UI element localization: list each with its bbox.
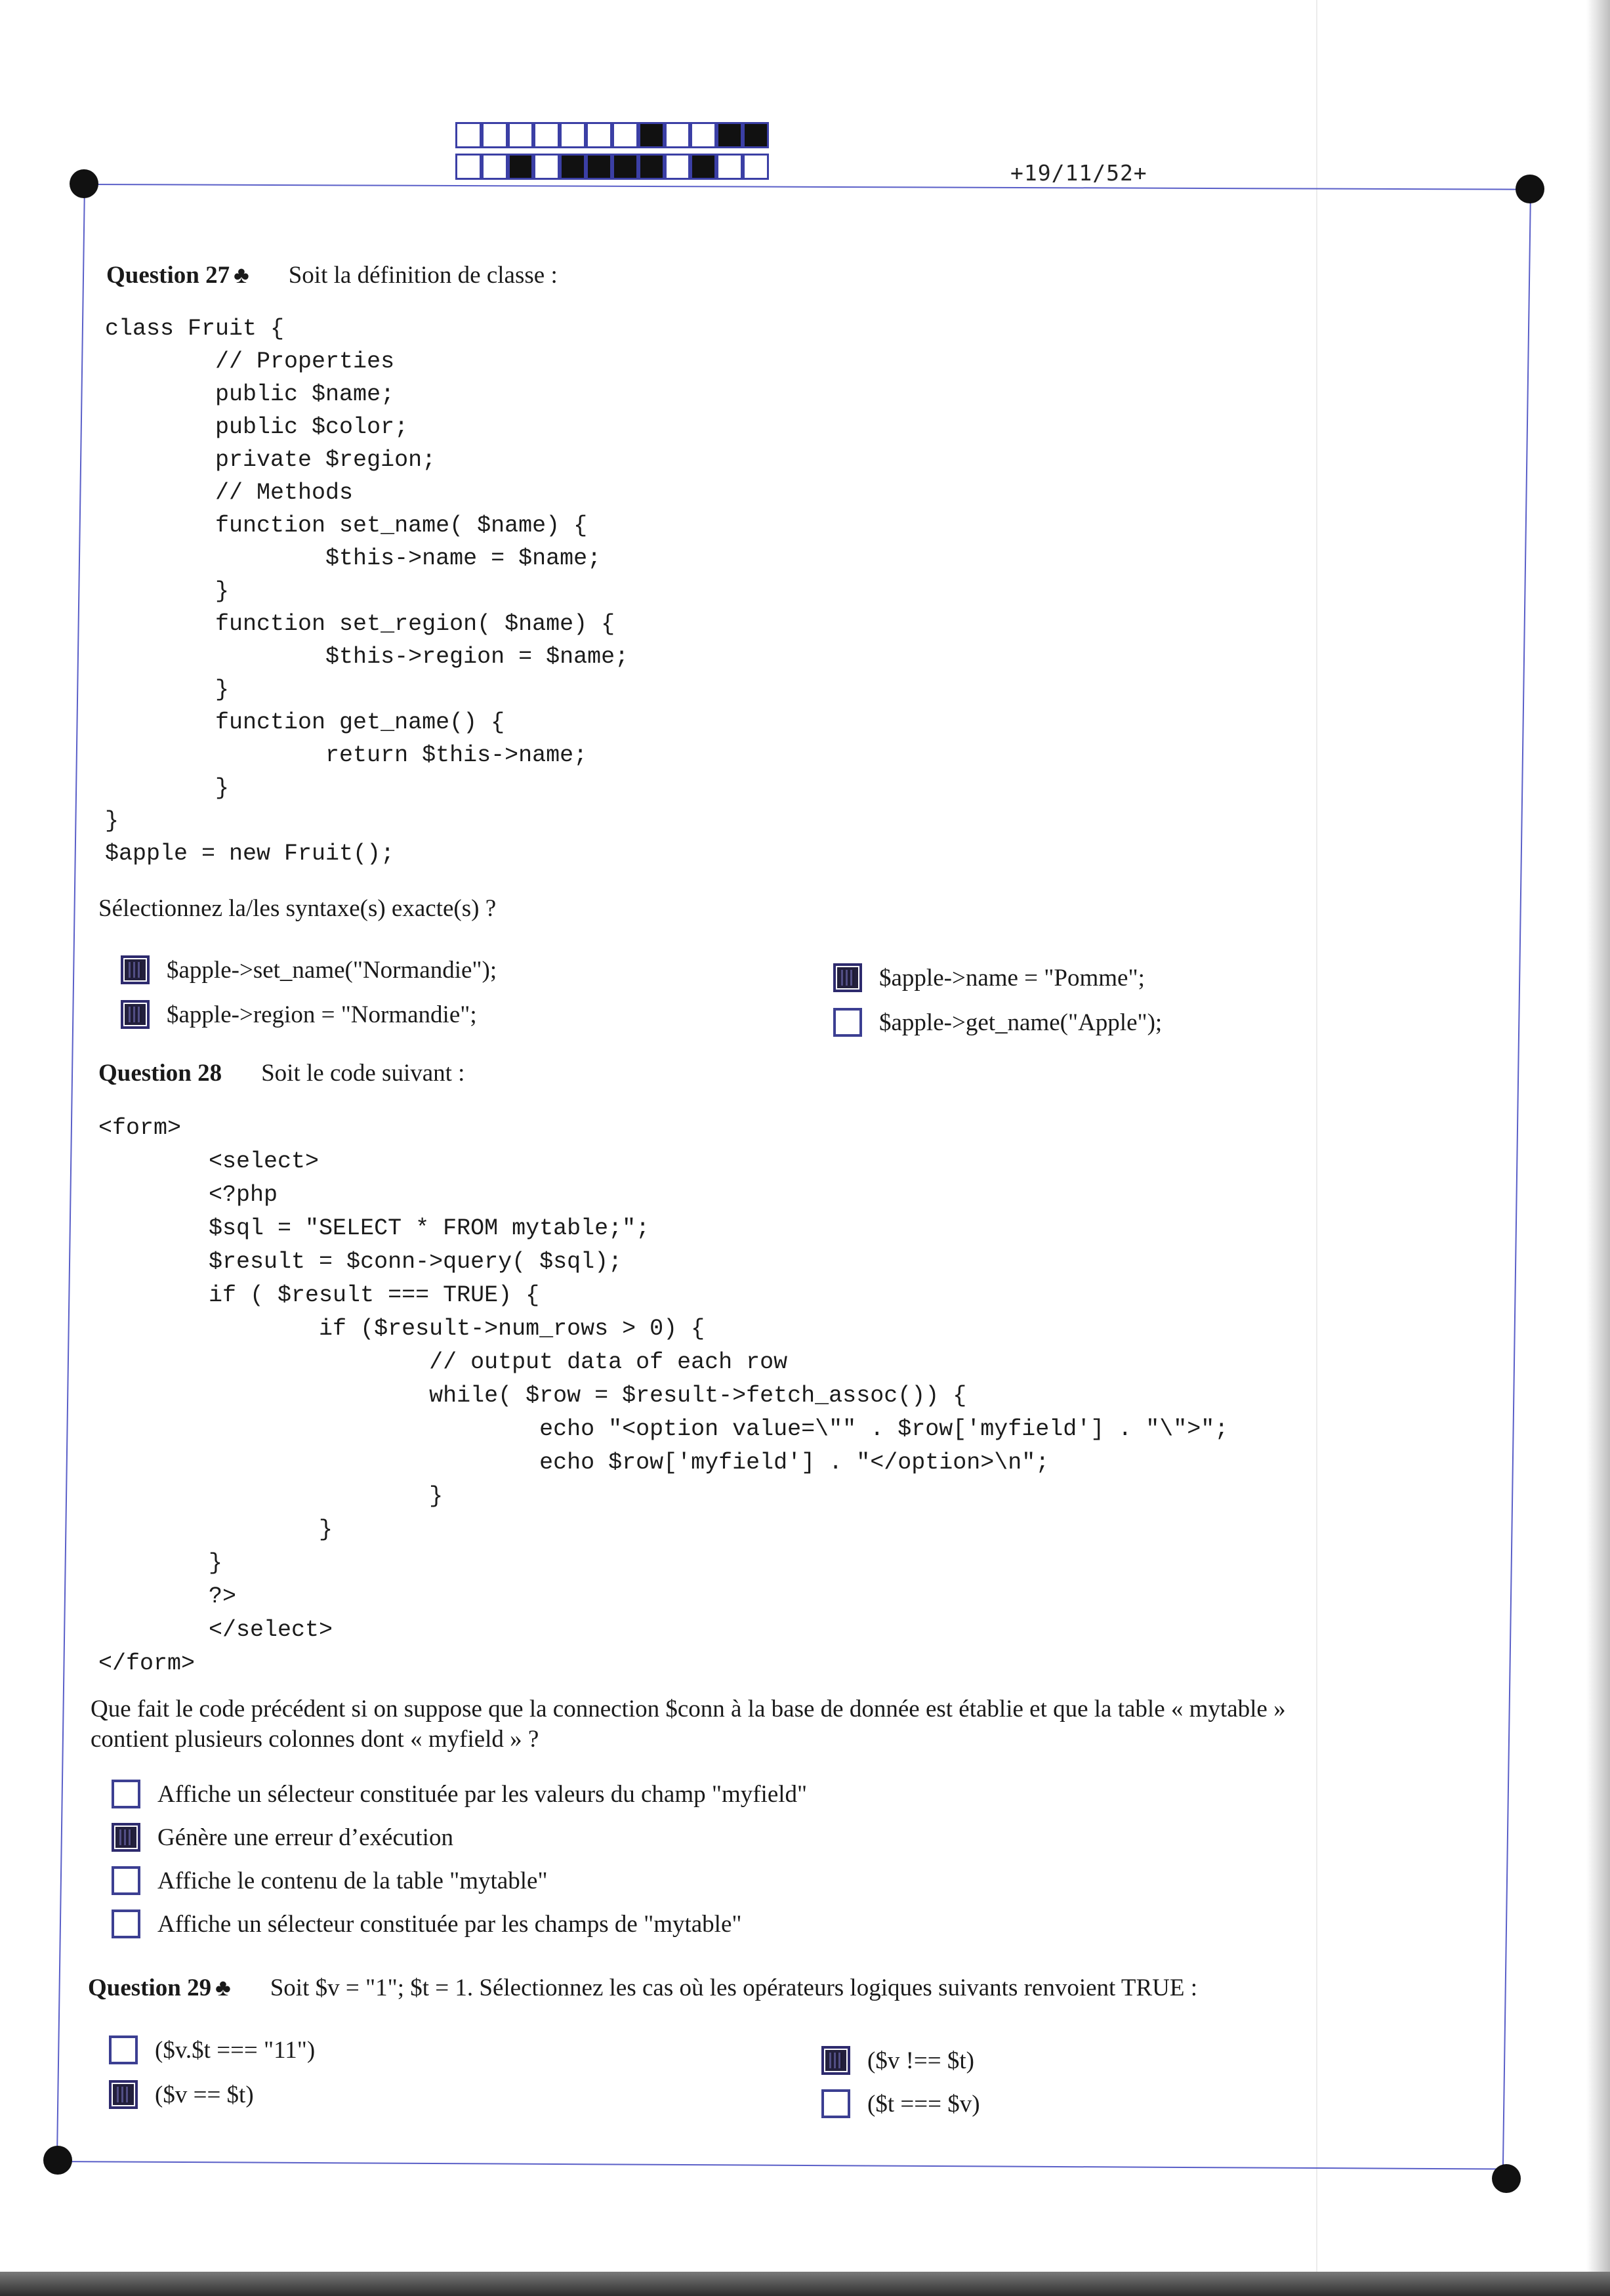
corner-mark-bottom-right	[1492, 2164, 1521, 2193]
question-27-code: class Fruit { // Properties public $name; public $color; private $region; // Methods function set_name( $name) { $this->name = $name; } function set_region( $name) { $this->region = $name; } function get_name() { return $this->name; } } $apple = new Fruit();	[105, 316, 629, 867]
answer-label: ($v == $t)	[155, 2081, 254, 2108]
code-grid-cell	[533, 122, 560, 148]
checkbox[interactable]	[109, 2035, 138, 2064]
id-code-grid-row-2	[455, 154, 769, 184]
code-grid-cell	[743, 154, 769, 180]
question-28-prompt	[91, 1694, 1286, 1755]
checkbox[interactable]	[112, 1866, 140, 1895]
answer-label: Affiche le contenu de la table "mytable"	[157, 1867, 548, 1894]
q27-answer-2[interactable]	[121, 1000, 477, 1029]
code-grid-cell	[560, 154, 586, 180]
answer-label: $apple->region = "Normandie";	[167, 1001, 477, 1028]
answer-label: $apple->get_name("Apple");	[879, 1009, 1163, 1036]
checkbox[interactable]	[833, 1008, 862, 1037]
answer-label: Génère une erreur d’exécution	[157, 1824, 453, 1851]
code-grid-cell	[482, 154, 508, 180]
id-code-grid-row-1	[455, 122, 769, 152]
question-27-prompt: Sélectionnez la/les syntaxe(s) exacte(s) ?	[98, 895, 497, 922]
corner-mark-bottom-left	[43, 2146, 72, 2175]
code-grid-cell	[665, 122, 691, 148]
code-grid-cell	[612, 122, 638, 148]
question-number: Question 29	[88, 1974, 212, 2001]
code-grid-cell	[743, 122, 769, 148]
answer-label: Affiche un sélecteur constituée par les champs de "mytable"	[157, 1910, 742, 1938]
q27-answer-3[interactable]	[833, 963, 1145, 992]
question-intro: Soit la définition de classe :	[288, 262, 558, 289]
corner-mark-top-right	[1516, 175, 1544, 203]
q29-answer-4[interactable]	[821, 2089, 980, 2118]
code-grid-cell	[690, 154, 716, 180]
question-28-title	[98, 1059, 464, 1087]
frame-right	[1502, 189, 1531, 2181]
club-icon: ♣	[215, 1974, 231, 2001]
answer-label: $apple->name = "Pomme";	[879, 964, 1145, 991]
code-grid-cell	[455, 154, 482, 180]
checkbox[interactable]	[112, 1823, 140, 1852]
page-fold-line	[1316, 0, 1317, 2296]
page-identifier: +19/11/52+	[1010, 160, 1147, 186]
checkbox[interactable]	[821, 2046, 850, 2075]
scan-right-edge	[1586, 0, 1610, 2296]
answer-label: $apple->set_name("Normandie");	[167, 956, 497, 984]
question-28-code: <form> <select> <?php $sql = "SELECT * FROM mytable;"; $result = $conn->query( $sql); if ( $result === TRUE) { if ($result->num_rows > 0) { // output data of each row while( $row = $result->fetch_assoc()) { echo "<option value=\"" . $row['myfield'] . "\">"; echo $row['myfield'] . "</option>\n"; } } } ?> </select> </form>	[98, 1115, 1229, 1677]
corner-mark-top-left	[70, 169, 98, 198]
frame-top	[85, 184, 1531, 190]
q28-answer-4[interactable]	[112, 1910, 741, 1938]
scan-bottom-shadow	[0, 2272, 1610, 2296]
code-grid-cell	[638, 122, 665, 148]
code-grid-cell	[665, 154, 691, 180]
code-grid-cell	[716, 154, 743, 180]
q28-answer-3[interactable]	[112, 1866, 548, 1895]
q27-answer-4[interactable]	[833, 1008, 1162, 1037]
code-grid-cell	[690, 122, 716, 148]
q29-answer-1[interactable]	[109, 2035, 315, 2064]
checkbox[interactable]	[121, 1000, 150, 1029]
checkbox[interactable]	[821, 2089, 850, 2118]
question-intro: Soit $v = "1"; $t = 1. Sélectionnez les cas où les opérateurs logiques suivants renvoient TRUE :	[270, 1974, 1198, 2001]
q29-answer-3[interactable]	[821, 2046, 974, 2075]
code-grid-cell	[508, 154, 534, 180]
answer-label: ($t === $v)	[867, 2090, 980, 2118]
frame-left	[56, 184, 85, 2161]
code-grid-cell	[560, 122, 586, 148]
club-icon: ♣	[234, 262, 249, 288]
code-grid-cell	[586, 122, 612, 148]
checkbox[interactable]	[833, 963, 862, 992]
code-grid-cell	[716, 122, 743, 148]
code-grid-cell	[638, 154, 665, 180]
q27-answer-1[interactable]	[121, 955, 497, 984]
question-29-title	[88, 1974, 1197, 2002]
code-grid-cell	[612, 154, 638, 180]
code-grid-cell	[482, 122, 508, 148]
code-grid-cell	[533, 154, 560, 180]
q28-answer-1[interactable]	[112, 1780, 807, 1808]
question-27-title	[106, 261, 558, 289]
answer-label: ($v.$t === "11")	[155, 2036, 316, 2064]
answer-label: ($v !== $t)	[867, 2047, 974, 2074]
prompt-line-2: contient plusieurs colonnes dont « myfield » ?	[91, 1726, 539, 1753]
question-number: Question 27	[106, 262, 230, 289]
checkbox[interactable]	[112, 1910, 140, 1938]
frame-bottom	[58, 2161, 1506, 2170]
checkbox[interactable]	[109, 2080, 138, 2109]
code-grid-cell	[508, 122, 534, 148]
question-intro: Soit le code suivant :	[261, 1060, 465, 1087]
checkbox[interactable]	[121, 955, 150, 984]
answer-label: Affiche un sélecteur constituée par les valeurs du champ "myfield"	[157, 1780, 808, 1808]
question-number: Question 28	[98, 1060, 222, 1087]
checkbox[interactable]	[112, 1780, 140, 1808]
code-grid-cell	[586, 154, 612, 180]
q28-answer-2[interactable]	[112, 1823, 453, 1852]
prompt-line-1: Que fait le code précédent si on suppose que la connection $conn à la base de donnée est établie et que la table « mytable »	[91, 1696, 1286, 1722]
code-grid-cell	[455, 122, 482, 148]
q29-answer-2[interactable]	[109, 2080, 254, 2109]
